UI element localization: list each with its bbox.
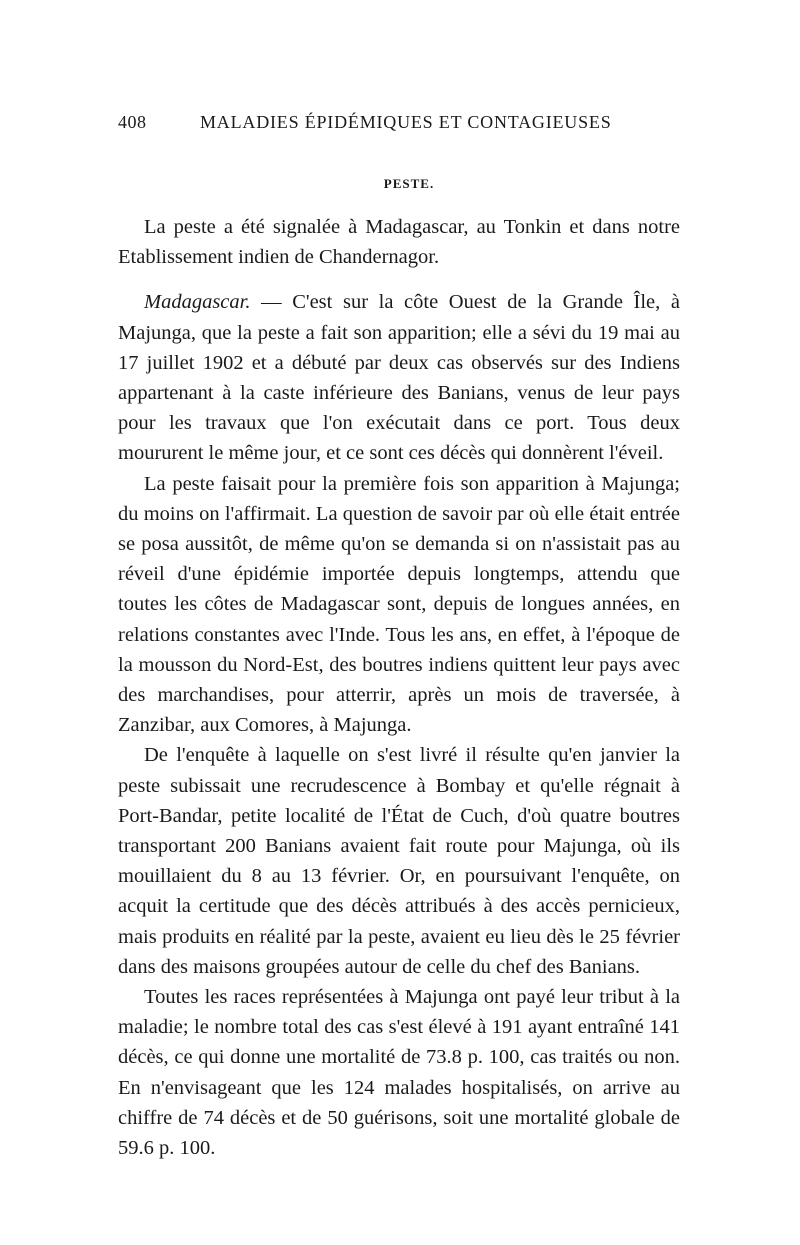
paragraph-madagascar [118, 287, 680, 468]
running-title: MALADIES ÉPIDÉMIQUES ET CONTAGIEUSES [200, 112, 612, 132]
running-head [118, 112, 680, 146]
book-page [118, 112, 680, 1163]
body-text [118, 212, 680, 1163]
paragraph-madagascar-text: — C'est sur la côte Ouest de la Grande Île, à Majunga, que la peste a fait son apparition; elle a sévi du 19 mai au 17 juillet 1902 et a débuté par deux cas observés sur des Indiens appartenant à la caste inférieure des Banians, venus de leur pays pour les travaux que l'on exécutait dans ce port. Tous deux moururent le même jour, et ce sont ces décès qui donnèrent l'éveil. [118, 291, 680, 465]
section-title: PESTE. [383, 176, 435, 191]
paragraph-enquete: De l'enquête à laquelle on s'est livré il résulte qu'en janvier la peste subissait une recrudescence à Bombay et qu'elle régnait à Port-Bandar, petite localité de l'État de Cuch, d'où quatre boutres transportant 200 Banians avaient fait route pour Majunga, où ils mouillaient du 8 au 13 février. Or, en poursuivant l'enquête, on acquit la certitude que des décès attribués à des accès pernicieux, mais produits en réalité par la peste, avaient eu lieu dès le 25 février dans des maisons groupées autour de celle du chef des Banians. [118, 744, 680, 978]
paragraph-lead-madagascar: Madagascar. [144, 291, 251, 314]
page-number: 408 [118, 112, 147, 132]
paragraph-statistics: Toutes les races représentées à Majunga ont payé leur tribut à la maladie; le nombre total des cas s'est élevé à 191 ayant entraîné 141 décès, ce qui donne une mortalité de 73.8 p. 100, cas traités ou non. En n'envisageant que les 124 malades hospitalisés, on arrive au chiffre de 74 décès et de 50 guérisons, soit une mortalité globale de 59.6 p. 100. [118, 986, 680, 1160]
paragraph-intro: La peste a été signalée à Madagascar, au Tonkin et dans notre Etablissement indien de Chandernagor. [118, 216, 680, 269]
paragraph-origin: La peste faisait pour la première fois son apparition à Majunga; du moins on l'affirmait. La question de savoir par où elle était entrée se posa aussitôt, de même qu'on se demanda si on n'assistait pas au réveil d'une épidémie importée depuis longtemps, attendu que toutes les côtes de Madagascar sont, depuis de longues années, en relations constantes avec l'Inde. Tous les ans, en effet, à l'époque de la mousson du Nord-Est, des boutres indiens quittent leur pays avec des marchandises, pour atterrir, après un mois de traversée, à Zanzibar, aux Comores, à Majunga. [118, 472, 680, 737]
